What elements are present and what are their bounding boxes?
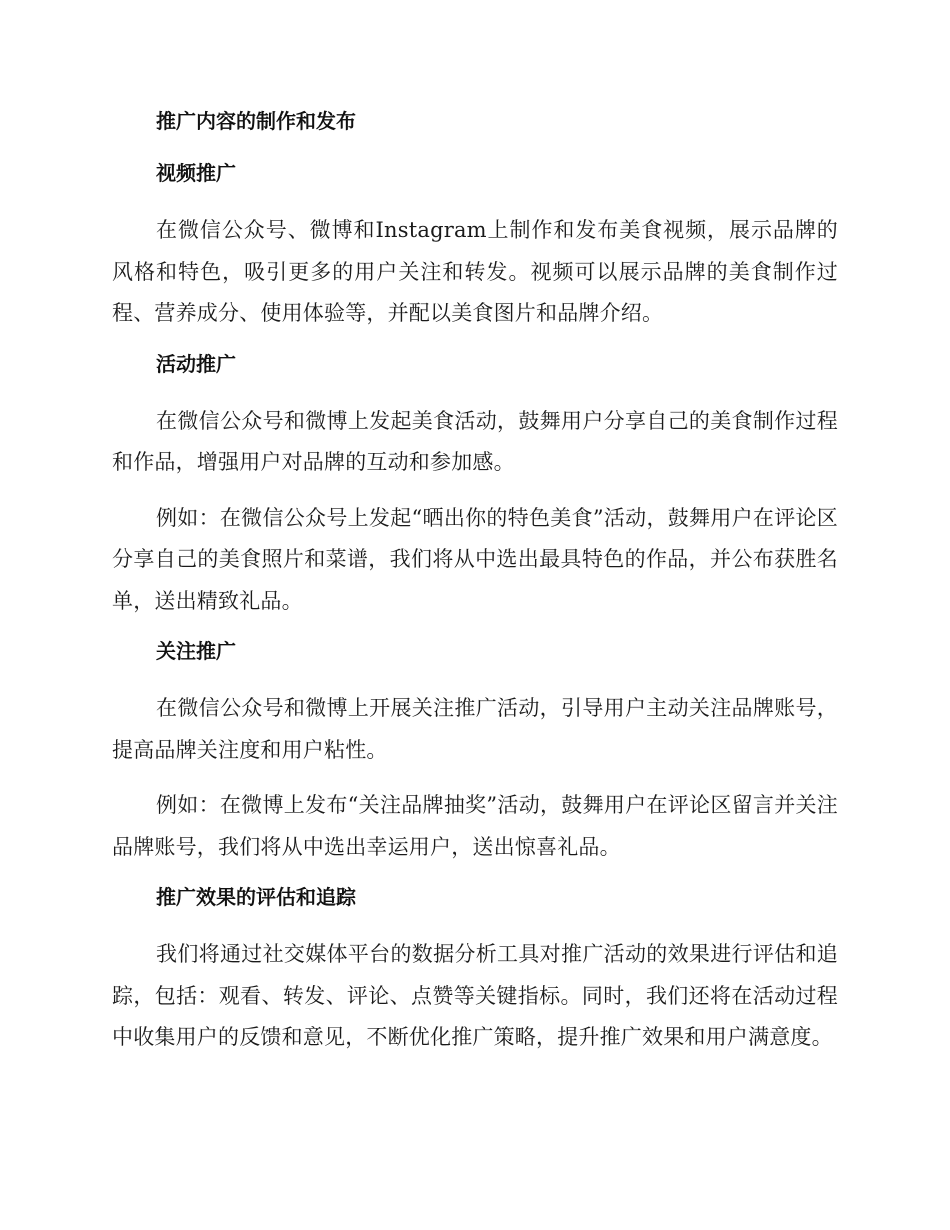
document-page (112, 106, 838, 1073)
paragraph-activity-example: 例如：在微信公众号上发起“晒出你的特色美食”活动，鼓舞用户在评论区分享自己的美食照片和菜谱，我们将从中选出最具特色的作品，并公布获胜名单，送出精致礼品。 (112, 505, 838, 613)
paragraph-video-promotion: 在微信公众号、微博和Instagram上制作和发布美食视频，展示品牌的风格和特色，吸引更多的用户关注和转发。视频可以展示品牌的美食制作过程、营养成分、使用体验等，并配以美食图片和品牌介绍。 (112, 218, 838, 325)
paragraph-follow-example: 例如：在微博上发布“关注品牌抽奖”活动，鼓舞用户在评论区留言并关注品牌账号，我们将从中选出幸运用户，送出惊喜礼品。 (112, 793, 838, 859)
paragraph-evaluation: 我们将通过社交媒体平台的数据分析工具对推广活动的效果进行评估和追踪，包括：观看、转发、评论、点赞等关键指标。同时，我们还将在活动过程中收集用户的反馈和意见，不断优化推广策略，提升推广效果和用户满意度。 (112, 942, 838, 1049)
subheading-activity-promotion: 活动推广 (156, 351, 236, 376)
section-heading-evaluation: 推广效果的评估和追踪 (156, 885, 356, 909)
subheading-video-promotion: 视频推广 (156, 161, 236, 185)
paragraph-activity-promotion: 在微信公众号和微博上发起美食活动，鼓舞用户分享自己的美食制作过程和作品，增强用户对品牌的互动和参加感。 (112, 408, 838, 474)
section-heading-promotion-content: 推广内容的制作和发布 (156, 109, 356, 133)
paragraph-follow-promotion: 在微信公众号和微博上开展关注推广活动，引导用户主动关注品牌账号，提高品牌关注度和用户粘性。 (112, 696, 838, 762)
subheading-follow-promotion: 关注推广 (156, 639, 236, 663)
